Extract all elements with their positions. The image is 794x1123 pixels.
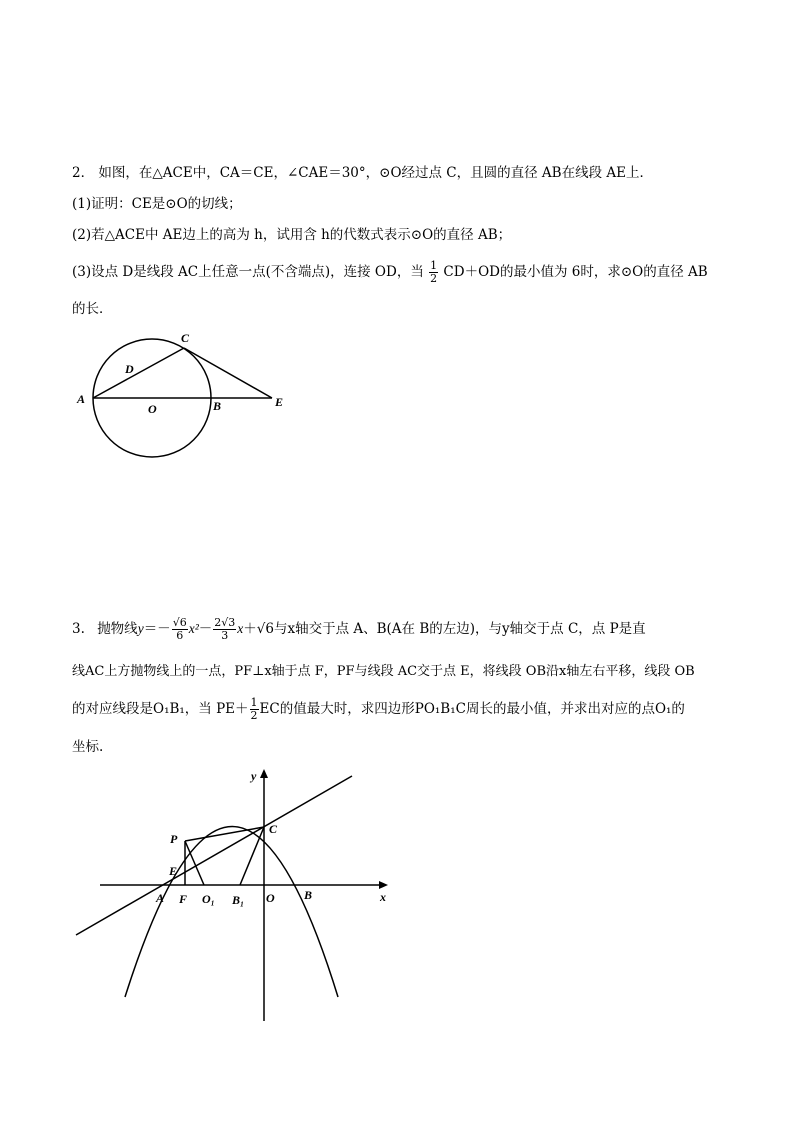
label-a: A [77,392,86,406]
fraction-numerator: 1 [430,259,438,272]
label-o1: O₁ [202,892,215,906]
label-y: y [251,769,257,783]
eq-equals-minus: ＝－ [143,621,171,637]
eq-fraction-1-num: √6 [172,616,187,629]
eq-fraction-2-den: 3 [221,629,229,642]
problem3-lead: 抛物线 [97,621,138,637]
parabola [125,827,338,998]
problem2-part3-a: (3)设点 D是线段 AC上任意一点(不含端点)，连接 OD，当 [72,264,424,280]
problem3-line4: 坐标. [72,739,104,755]
label-o3: O [266,891,275,905]
problem2-stem [72,163,653,183]
eq-x-squared: x² [188,621,199,636]
half-fraction [429,260,438,285]
problem3-number: 3. [72,621,85,637]
problem2-part1: (1)证明：CE是⊙O的切线； [72,196,242,212]
eq-plus-sqrt6: ＋√6 [243,621,274,637]
y-axis-arrow [260,769,268,778]
problem3-line1-tail: 与x轴交于点 A、B(A在 B的左边)，与y轴交于点 C，点 P是直 [273,621,646,637]
half-fraction-2 [250,697,259,722]
problem3-line3-a: 的对应线段是O₁B₁，当 PE＋ [72,701,249,717]
problem2-part3-b: CD＋OD的最小值为 6时，求⊙O的直径 AB [443,264,708,280]
problem2-part3 [72,260,708,285]
label-c: C [181,331,190,345]
label-e3: E [169,864,178,878]
problem3-line2: 线AC上方抛物线上的一点，PF⊥x轴于点 F，PF与线段 AC交于点 E，将线段 OB沿x轴左右平移，线段 OB [72,664,695,679]
eq-y: y [137,621,144,636]
problem2-stem-text: 如图，在△ACE中，CA＝CE，∠CAE＝30°，⊙O经过点 C，且圆的直径 AB在线段 AE上． [98,165,653,181]
label-d: D [125,362,134,376]
label-p: P [170,832,178,846]
label-e: E [275,395,284,409]
problem3-line3-b: EC的值最大时，求四边形PO₁B₁C周长的最小值，并求出对应的点O₁的 [259,701,685,717]
line-ac [76,776,352,935]
label-b: B [213,399,222,413]
eq-minus: － [198,621,213,637]
label-b1: B₁ [232,893,245,907]
label-a3: A [156,891,165,905]
label-c3: C [269,822,278,836]
eq-fraction-1 [172,617,188,642]
problem2-number: 2． [72,165,95,181]
eq-fraction-1-den: 6 [176,629,184,642]
fraction-2-numerator: 1 [250,696,258,709]
label-x: x [380,890,386,904]
fraction-2-denominator: 2 [250,709,258,722]
x-axis-arrow [379,881,388,889]
problem2-part3-c: 的长． [72,301,113,317]
problem3-line1 [72,617,646,642]
eq-x: x [237,621,244,636]
label-b3: B [304,888,313,902]
eq-fraction-2 [213,617,236,642]
label-f: F [179,892,188,906]
segment-ce [184,348,272,398]
label-o: O [148,402,157,416]
fraction-denominator: 2 [430,272,438,285]
problem2-figure [70,325,300,465]
segment-ac [93,348,184,398]
problem2-part2: (2)若△ACE中 AE边上的高为 h，试用含 h的代数式表示⊙O的直径 AB； [72,227,512,243]
eq-fraction-2-num: 2√3 [214,616,236,629]
problem3-figure [70,765,400,1030]
problem3-line3 [72,697,685,722]
segment-b1c [240,827,264,885]
